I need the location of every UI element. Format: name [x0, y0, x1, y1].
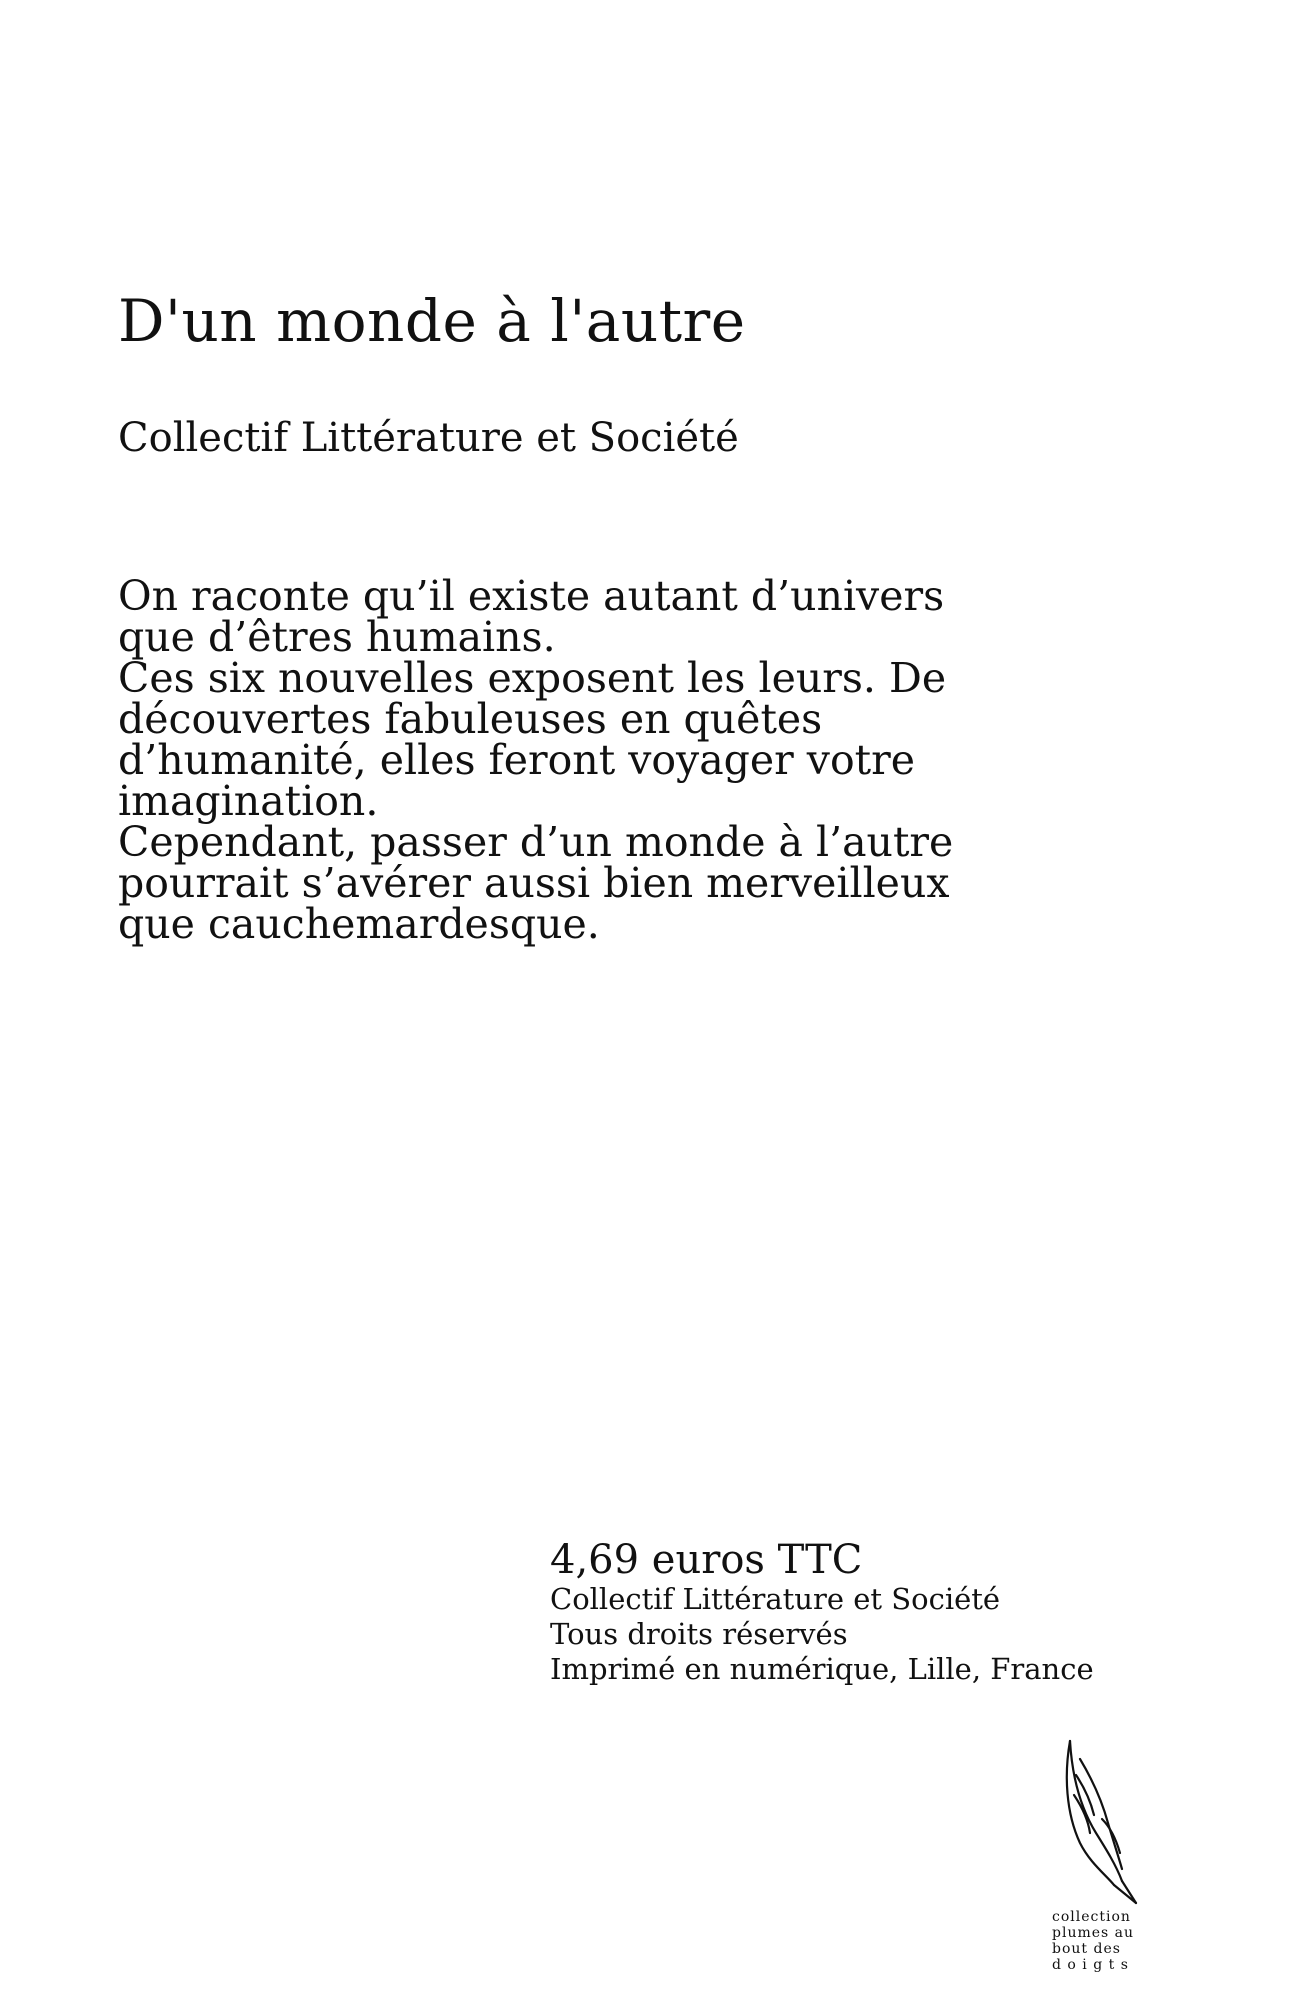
blurb-line: imagination. [118, 777, 379, 825]
logo-text-line: bout des [1052, 1941, 1121, 1957]
quill-feather-icon [1050, 1735, 1140, 1905]
imprint-block [550, 1538, 1170, 1687]
book-title: D'un monde à l'autre [118, 287, 746, 355]
publisher-name: Collectif Littérature et Société [550, 1582, 1001, 1616]
blurb-line: que d’êtres humains. [118, 613, 556, 661]
logo-text-line: d o i g t s [1052, 1957, 1129, 1973]
logo-text-line: plumes au [1052, 1925, 1135, 1941]
book-author: Collectif Littérature et Société [118, 415, 739, 461]
blurb-line: d’humanité, elles feront voyager votre [118, 736, 915, 784]
logo-text-line: collection [1052, 1909, 1131, 1925]
blurb-line: découvertes fabuleuses en quêtes [118, 695, 823, 743]
blurb-line: Ces six nouvelles exposent les leurs. De [118, 654, 947, 702]
rights-notice: Tous droits réservés [550, 1617, 848, 1651]
print-location: Imprimé en numérique, Lille, France [550, 1652, 1094, 1686]
price-label: 4,69 euros TTC [550, 1537, 863, 1583]
blurb-line: Cependant, passer d’un monde à l’autre [118, 818, 954, 866]
collection-name [1052, 1909, 1152, 1973]
blurb-line: pourrait s’avérer aussi bien merveilleux [118, 859, 950, 907]
collection-logo [1040, 1735, 1150, 1973]
book-blurb [118, 572, 1098, 948]
blurb-line: que cauchemardesque. [118, 900, 600, 948]
blurb-line: On raconte qu’il existe autant d’univers [118, 572, 945, 620]
